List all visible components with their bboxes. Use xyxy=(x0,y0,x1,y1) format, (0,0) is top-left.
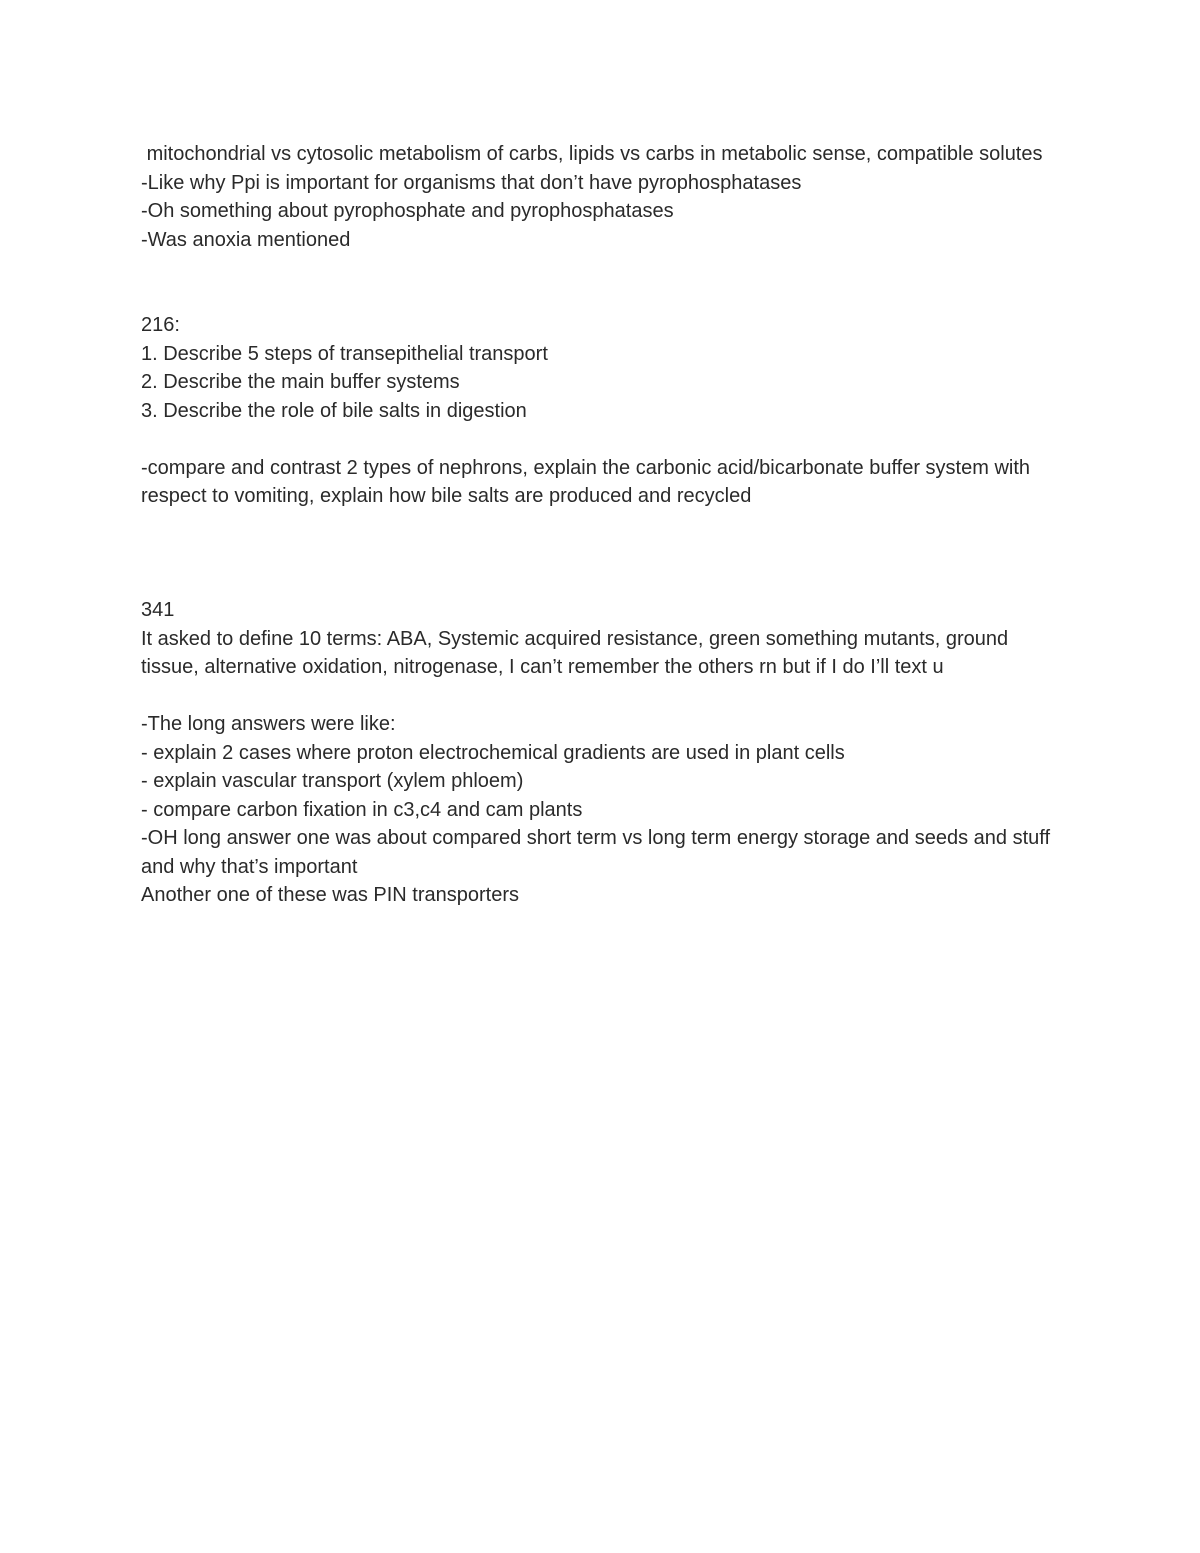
list-item: 2. Describe the main buffer systems xyxy=(141,371,460,393)
list-item: 1. Describe 5 steps of transepithelial transport xyxy=(141,342,548,365)
spacer xyxy=(141,568,1071,597)
section-341 xyxy=(141,596,1071,910)
intro-line: mitochondrial vs cytosolic metabolism of carbs, lipids vs carbs in metabolic sense, compatible solutes xyxy=(141,143,1043,165)
list-item: 3. Describe the role of bile salts in digestion xyxy=(141,399,527,422)
spacer xyxy=(141,254,1071,283)
section-341-terms: It asked to define 10 terms: ABA, Systemic acquired resistance, green something mutants, ground tissue, alternative oxidation, nitrogenase, I can’t remember the others rn but if I do I’ll text u xyxy=(141,627,1014,678)
section-heading-341: 341 xyxy=(141,599,175,621)
list-item: -OH long answer one was about compared short term vs long term energy storage and seeds and stuff and why that’s important xyxy=(141,827,1056,878)
spacer xyxy=(141,283,1071,312)
list-item: - compare carbon fixation in c3,c4 and cam plants xyxy=(141,798,583,821)
spacer xyxy=(141,682,1071,711)
spacer xyxy=(141,425,1071,454)
long-answers-intro: -The long answers were like: xyxy=(141,713,396,735)
section-heading-216: 216: xyxy=(141,314,180,336)
section-216 xyxy=(141,311,1071,511)
list-item: - explain vascular transport (xylem phloem) xyxy=(141,770,524,792)
spacer xyxy=(141,539,1071,568)
intro-line: -Was anoxia mentioned xyxy=(141,228,351,251)
list-item: Another one of these was PIN transporters xyxy=(141,884,519,906)
intro-section xyxy=(141,140,1071,254)
intro-line: -Oh something about pyrophosphate and pyrophosphatases xyxy=(141,200,674,222)
section-216-note: -compare and contrast 2 types of nephrons, explain the carbonic acid/bicarbonate buffer system with respect to vomiting, explain how bile salts are produced and recycled xyxy=(141,456,1036,507)
spacer xyxy=(141,511,1071,540)
intro-line: -Like why Ppi is important for organisms that don’t have pyrophosphatases xyxy=(141,171,802,194)
list-item: - explain 2 cases where proton electrochemical gradients are used in plant cells xyxy=(141,741,845,764)
document-body xyxy=(141,140,1071,910)
